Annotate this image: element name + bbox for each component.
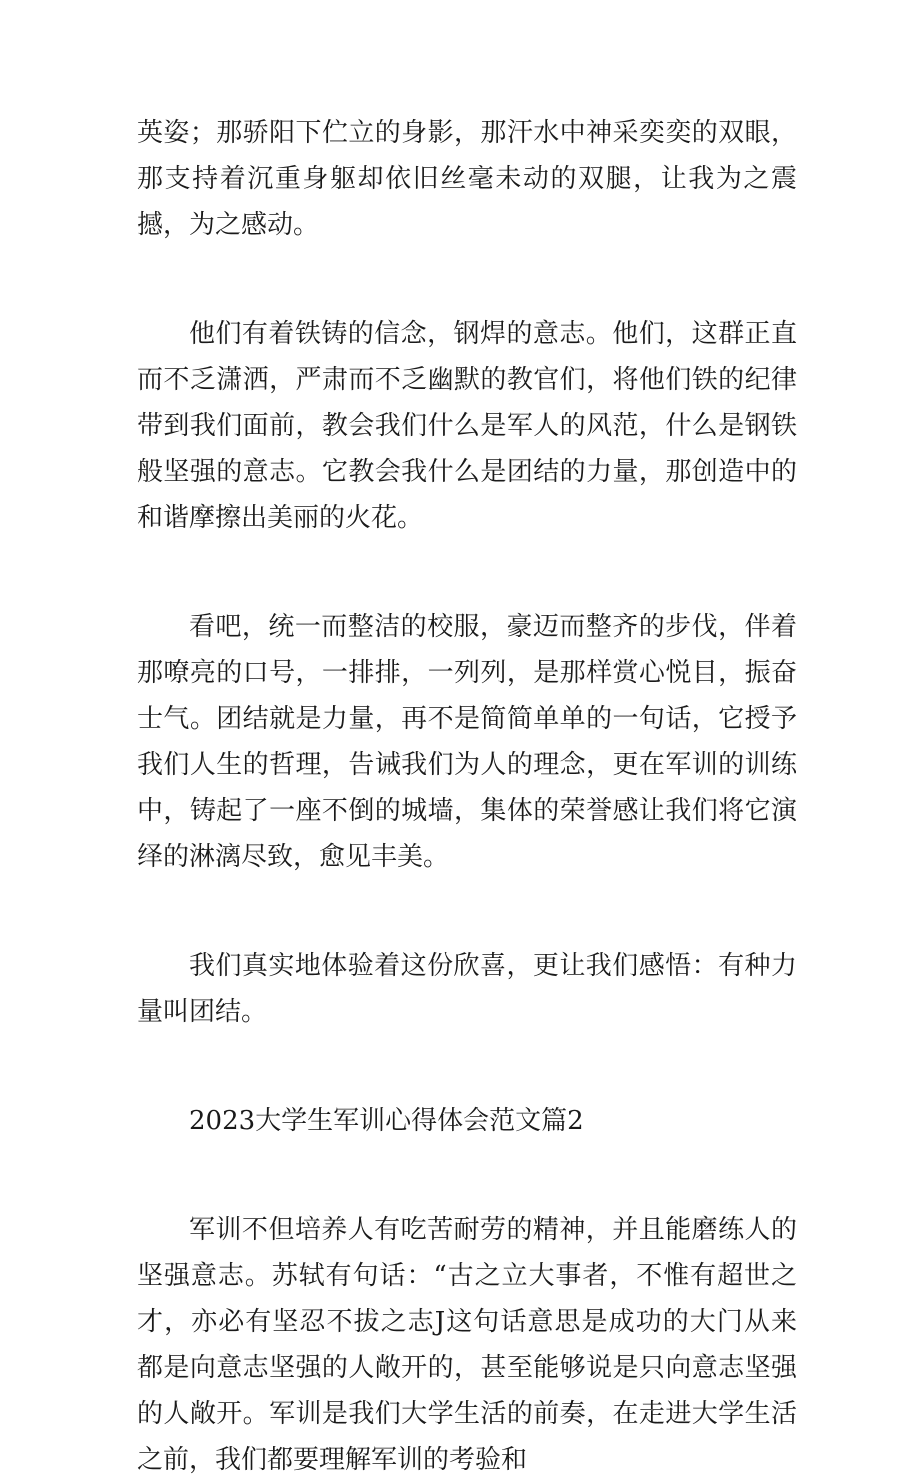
- paragraph-1: 英姿；那骄阳下伫立的身影，那汗水中神采奕奕的双眼，那支持着沉重身躯却依旧丝毫未动的双腿，让我为之震撼，为之感动。: [137, 118, 797, 240]
- paragraph-4: 我们真实地体验着这份欣喜，更让我们感悟：有种力量叫团结。: [137, 951, 797, 1027]
- section-title: 2023大学生军训心得体会范文篇2: [189, 1106, 584, 1136]
- paragraph-5: 军训不但培养人有吃苦耐劳的精神，并且能磨练人的坚强意志。苏轼有句话：“古之立大事者，不惟有超世之才，亦必有坚忍不拔之志J这句话意思是成功的大门从来都是向意志坚强的人敞开的，甚至能够说是只向意志坚强的人敞开。军训是我们大学生活的前奏，在走进大学生活之前，我们都要理解军训的考验和: [137, 1215, 797, 1475]
- document-body: [137, 110, 797, 1483]
- paragraph-3: 看吧，统一而整洁的校服，豪迈而整齐的步伐，伴着那嘹亮的口号，一排排，一列列，是那样赏心悦目，振奋士气。团结就是力量，再不是简简单单的一句话，它授予我们人生的哲理，告诫我们为人的理念，更在军训的训练中，铸起了一座不倒的城墙，集体的荣誉感让我们将它演绎的淋漓尽致，愈见丰美。: [137, 612, 797, 872]
- paragraph-2: 他们有着铁铸的信念，钢焊的意志。他们，这群正直而不乏潇洒，严肃而不乏幽默的教官们，将他们铁的纪律带到我们面前，教会我们什么是军人的风范，什么是钢铁般坚强的意志。它教会我什么是团结的力量，那创造中的和谐摩擦出美丽的火花。: [137, 319, 797, 533]
